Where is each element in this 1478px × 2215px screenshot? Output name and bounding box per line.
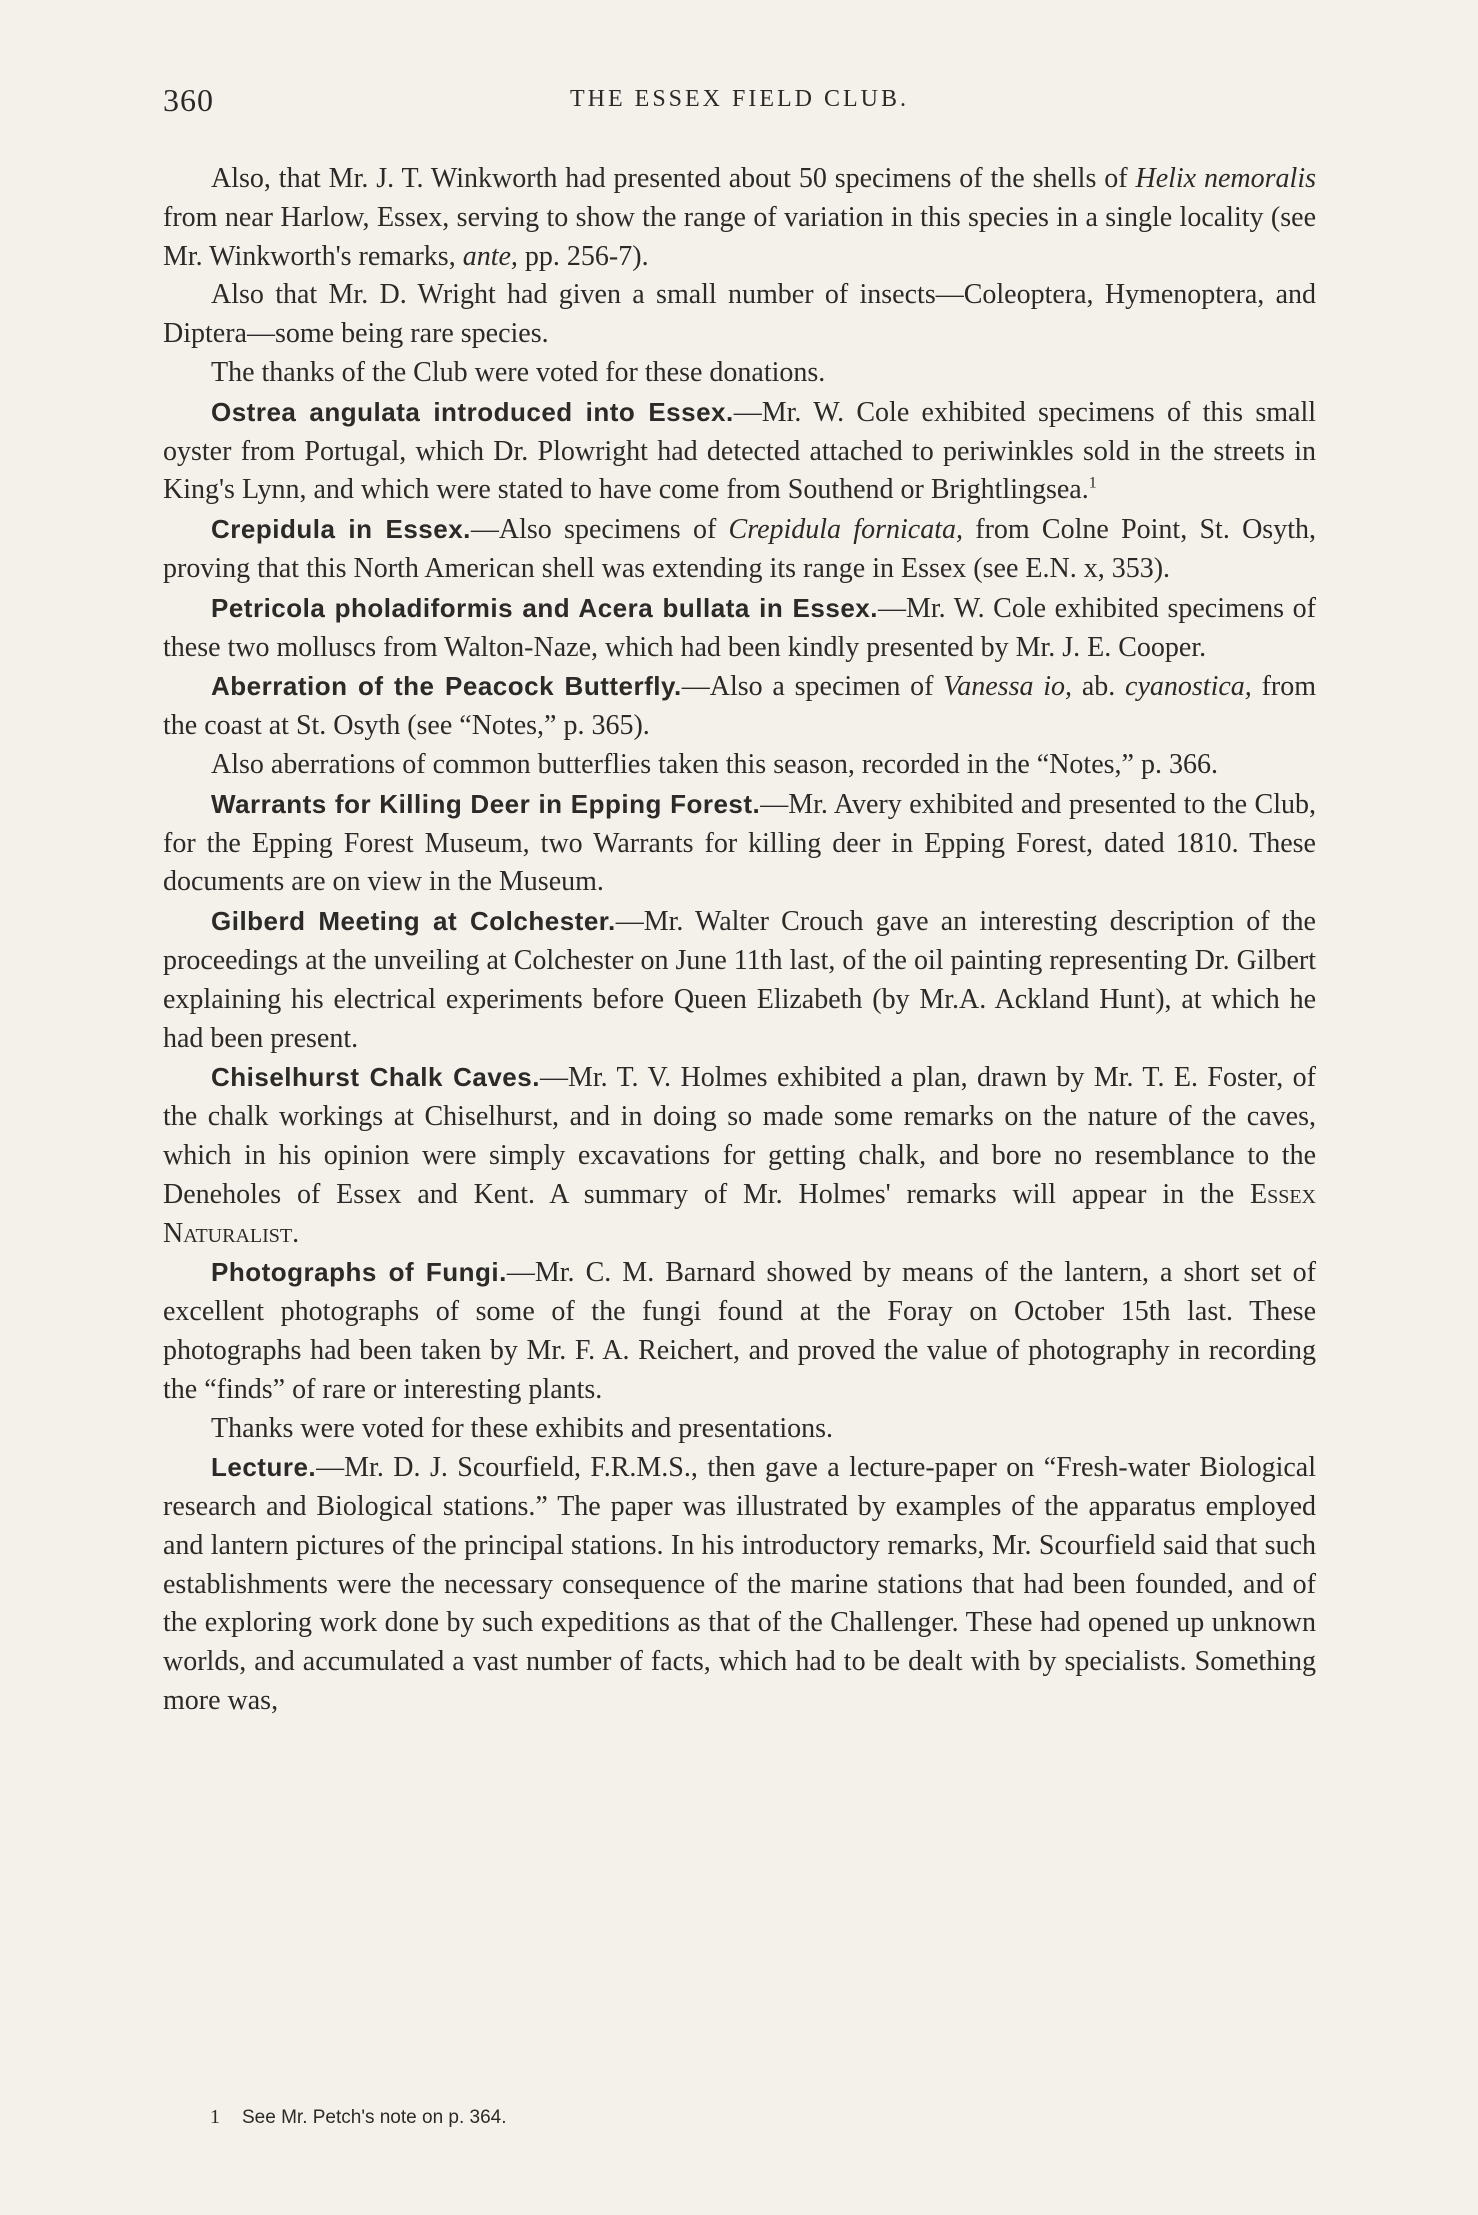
section-heading: Photographs of Fungi. [211, 1257, 507, 1288]
paragraph [163, 510, 1316, 589]
paragraph-text: —Mr. D. J. Scourfield, F.R.M.S., then gave a lecture-paper on “Fresh-water Biological research and Biological stations.” The paper was illustrated by examples of the apparatus employed and lantern pictures of the principal stations. In his introductory remarks, Mr. Scourfield said that such establishments were the necessary consequence of the marine stations that had been founded, and of the exploring work done by such expeditions as that of the Challenger. These had opened up unknown worlds, and accumulated a vast number of facts, which had to be dealt with by specialists. Something more was, [163, 1452, 1316, 1717]
paragraph [163, 746, 1316, 785]
paragraph [163, 1410, 1316, 1449]
section-heading: Aberration of the Peacock Butterfly. [211, 671, 682, 702]
running-title: THE ESSEX FIELD CLUB. [570, 86, 909, 112]
paragraph [163, 1253, 1316, 1409]
paragraph [163, 393, 1316, 510]
paragraph-text: Thanks were voted for these exhibits and presentations. [211, 1412, 834, 1444]
paragraph [163, 667, 1316, 746]
italic-text: Vanessa io, [943, 671, 1073, 703]
small-caps-text: Essex Naturalist. [163, 1178, 1316, 1249]
paragraph [163, 902, 1316, 1058]
paragraph-text: from Colne Point, St. Osyth, proving that this North American shell was extending its range in Essex (see E.N. x, 353). [163, 514, 1316, 584]
paragraph-text: —Mr. C. M. Barnard showed by means of the lantern, a short set of excellent photographs of some of the fungi found at the Foray on October 15th last. These photographs had been taken by Mr. F. A. Reichert, and proved the value of photography in recording the “finds” of rare or interesting plants. [163, 1257, 1316, 1405]
section-heading: Petricola pholadiformis and Acera bullata in Essex. [211, 592, 878, 623]
section-heading: Lecture. [211, 1452, 317, 1483]
paragraph-text: Also that Mr. D. Wright had given a small number of insects—Coleoptera, Hymenoptera, and Diptera—some being rare species. [163, 279, 1316, 350]
paragraph [163, 1058, 1316, 1253]
footnote-mark: 1 [210, 2106, 220, 2128]
paragraph [163, 354, 1316, 393]
paragraph-text: —Mr. W. Cole exhibited specimens of this small oyster from Portugal, which Dr. Plowright had detected attached to periwinkles sold in the streets in King's Lynn, and which were stated to have come from Southend or Brightlingsea. [163, 396, 1316, 506]
paragraph-text: from near Harlow, Essex, serving to show the range of variation in this species in a single locality (see Mr. Winkworth's remarks, [163, 201, 1316, 272]
paragraph [163, 160, 1316, 276]
page-header [163, 82, 1316, 122]
italic-text: Crepidula fornicata, [728, 514, 963, 546]
section-heading: Warrants for Killing Deer in Epping Forest. [211, 788, 761, 819]
section-heading: Ostrea angulata introduced into Essex. [211, 396, 734, 427]
footnote [210, 2106, 507, 2129]
paragraph-text: ab. [1072, 671, 1126, 703]
paragraph-text: —Also specimens of [470, 514, 729, 546]
italic-text: ante, [462, 240, 518, 272]
section-heading: Chiselhurst Chalk Caves. [211, 1062, 540, 1093]
section-heading: Crepidula in Essex. [211, 514, 471, 545]
paragraph-text: —Mr. Avery exhibited and presented to the Club, for the Epping Forest Museum, two Warrants for killing deer in Epping Forest, dated 1810. These documents are on view in the Museum. [163, 788, 1316, 898]
paragraph-text: from the coast at St. Osyth (see “Notes,” p. 365). [163, 671, 1316, 742]
paragraph [163, 1448, 1316, 1721]
paragraph-text: —Mr. T. V. Holmes exhibited a plan, drawn by Mr. T. E. Foster, of the chalk workings at Chiselhurst, and in doing so made some remarks on the nature of the caves, which in his opinion were simply excavations for getting chalk, and bore no resemblance to the Deneholes of Essex and Kent. A summary of Mr. Holmes' remarks will appear in the [163, 1062, 1316, 1210]
paragraph-text: The thanks of the Club were voted for these donations. [211, 356, 826, 388]
paragraph [163, 589, 1316, 668]
italic-text: Helix nemoralis [1135, 163, 1316, 194]
paragraph-text: Also, that Mr. J. T. Winkworth had presented about 50 specimens of the shells of [211, 163, 1136, 194]
paragraph-text: —Also a specimen of [681, 671, 944, 703]
body-text [163, 160, 1316, 1721]
paragraph [163, 276, 1316, 354]
paragraph-text: —Mr. W. Cole exhibited specimens of these two molluscs from Walton-Naze, which had been kindly presented by Mr. J. E. Cooper. [163, 592, 1316, 663]
paragraph-text: —Mr. Walter Crouch gave an interesting description of the proceedings at the unveiling at Colchester on June 11th last, of the oil painting representing Dr. Gilbert explaining his electrical experiments before Queen Elizabeth (by Mr.A. Ackland Hunt), at which he had been present. [163, 906, 1316, 1054]
paragraph-text: Also aberrations of common butterflies taken this season, recorded in the “Notes,” p. 366. [211, 748, 1218, 780]
section-heading: Gilberd Meeting at Colchester. [211, 906, 616, 937]
footnote-text: See Mr. Petch's note on p. 364. [242, 2107, 507, 2128]
page-number: 360 [163, 82, 214, 118]
paragraph [163, 785, 1316, 902]
footnote-ref: 1 [1088, 475, 1097, 493]
italic-text: cyanostica, [1125, 671, 1252, 703]
paragraph-text: pp. 256-7). [517, 240, 649, 272]
